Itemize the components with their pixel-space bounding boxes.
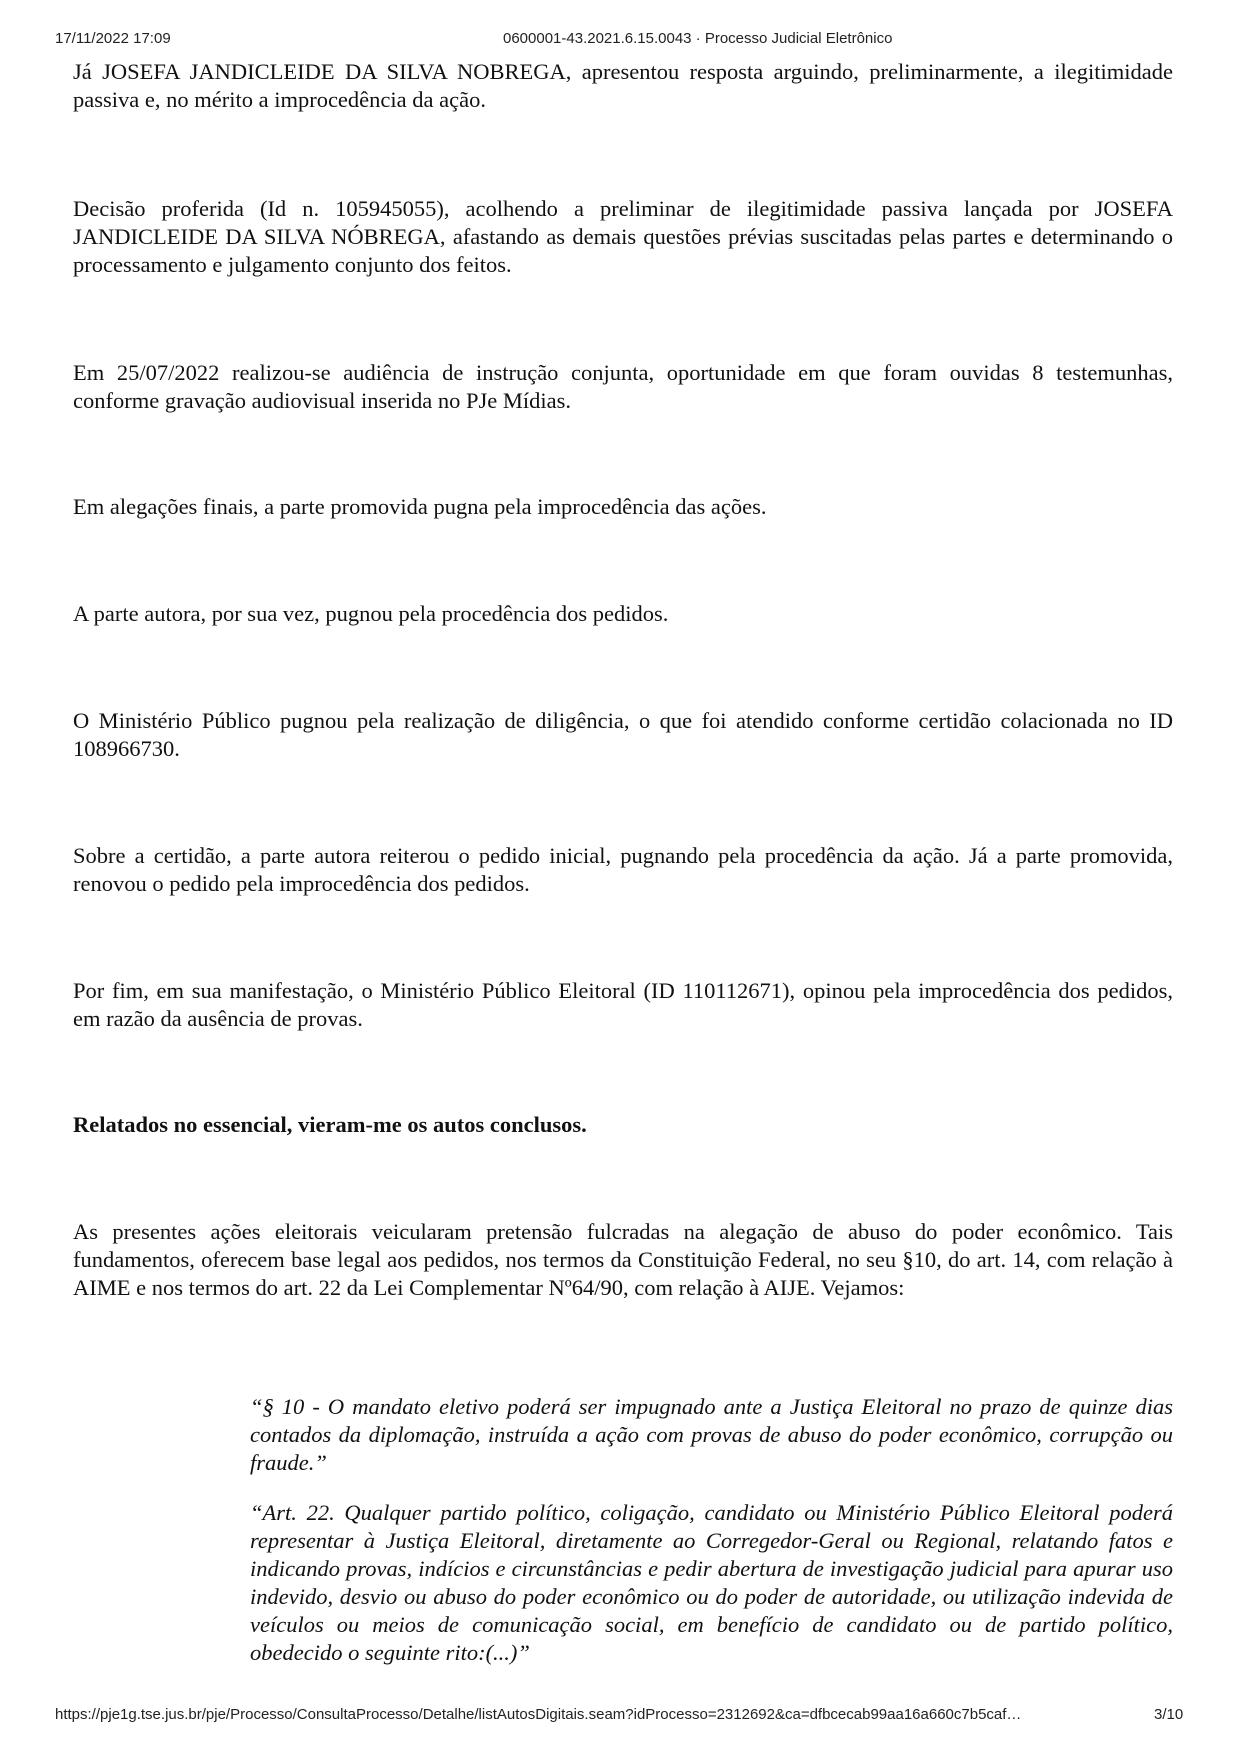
paragraph-resposta: Já JOSEFA JANDICLEIDE DA SILVA NOBREGA, apresentou resposta arguindo, preliminarmente, a ilegitimidade passiva e, no mérito a improcedência da ação. xyxy=(73,59,1173,112)
paragraph-parte-autora: A parte autora, por sua vez, pugnou pela procedência dos pedidos. xyxy=(73,601,669,626)
paragraph-audiencia: Em 25/07/2022 realizou-se audiência de instrução conjunta, oportunidade em que foram ouvidas 8 testemunhas, conforme gravação audiovisual inserida no PJe Mídias. xyxy=(73,360,1173,413)
quote-paragrafo-10: “§ 10 - O mandato eletivo poderá ser impugnado ante a Justiça Eleitoral no prazo de quinze dias contados da diplomação, instruída a ação com provas de abuso do poder econômico, corrupção ou fraude.” xyxy=(250,1394,1173,1475)
paragraph-relatados: Relatados no essencial, vieram-me os autos conclusos. xyxy=(73,1112,587,1137)
footer-url: https://pje1g.tse.jus.br/pje/Processo/ConsultaProcesso/Detalhe/listAutosDigitais.seam?idProcesso=2312692&ca=dfbcecab99aa16a660c7b5caf… xyxy=(55,1706,1022,1723)
paragraph-acoes-eleitorais: As presentes ações eleitorais veicularam pretensão fulcradas na alegação de abuso do poder econômico. Tais fundamentos, oferecem base legal aos pedidos, nos termos da Constituição Federal, no seu §10, do art. 14, com relação à AIME e nos termos do art. 22 da Lei Complementar Nº64/90, com relação à AIJE. Vejamos: xyxy=(73,1219,1173,1300)
paragraph-ministerio-publico: O Ministério Público pugnou pela realização de diligência, o que foi atendido conforme certidão colacionada no ID 108966730. xyxy=(73,708,1173,761)
paragraph-certidao: Sobre a certidão, a parte autora reiterou o pedido inicial, pugnando pela procedência da ação. Já a parte promovida, renovou o pedido pela improcedência dos pedidos. xyxy=(73,843,1173,896)
print-datetime: 17/11/2022 17:09 xyxy=(55,30,171,47)
page-number: 3/10 xyxy=(1154,1706,1184,1723)
document-title: 0600001-43.2021.6.15.0043 · Processo Judicial Eletrônico xyxy=(503,30,893,47)
paragraph-alegacoes-finais: Em alegações finais, a parte promovida pugna pela improcedência das ações. xyxy=(73,494,767,519)
quote-art-22: “Art. 22. Qualquer partido político, coligação, candidato ou Ministério Público Eleitoral poderá representar à Justiça Eleitoral, diretamente ao Corregedor-Geral ou Regional, relatando fatos e indicando provas, indícios e circunstâncias e pedir abertura de investigação judicial para apurar uso indevido, desvio ou abuso do poder econômico ou do poder de autoridade, ou utilização indevida de veículos ou meios de comunicação social, em benefício de candidato ou de partido político, obedecido o seguinte rito:(...)” xyxy=(250,1500,1173,1665)
paragraph-manifestacao: Por fim, em sua manifestação, o Ministério Público Eleitoral (ID 110112671), opinou pela improcedência dos pedidos, em razão da ausência de provas. xyxy=(73,978,1173,1031)
paragraph-decisao: Decisão proferida (Id n. 105945055), acolhendo a preliminar de ilegitimidade passiva lançada por JOSEFA JANDICLEIDE DA SILVA NÓBREGA, afastando as demais questões prévias suscitadas pelas partes e determinando o processamento e julgamento conjunto dos feitos. xyxy=(73,196,1173,277)
